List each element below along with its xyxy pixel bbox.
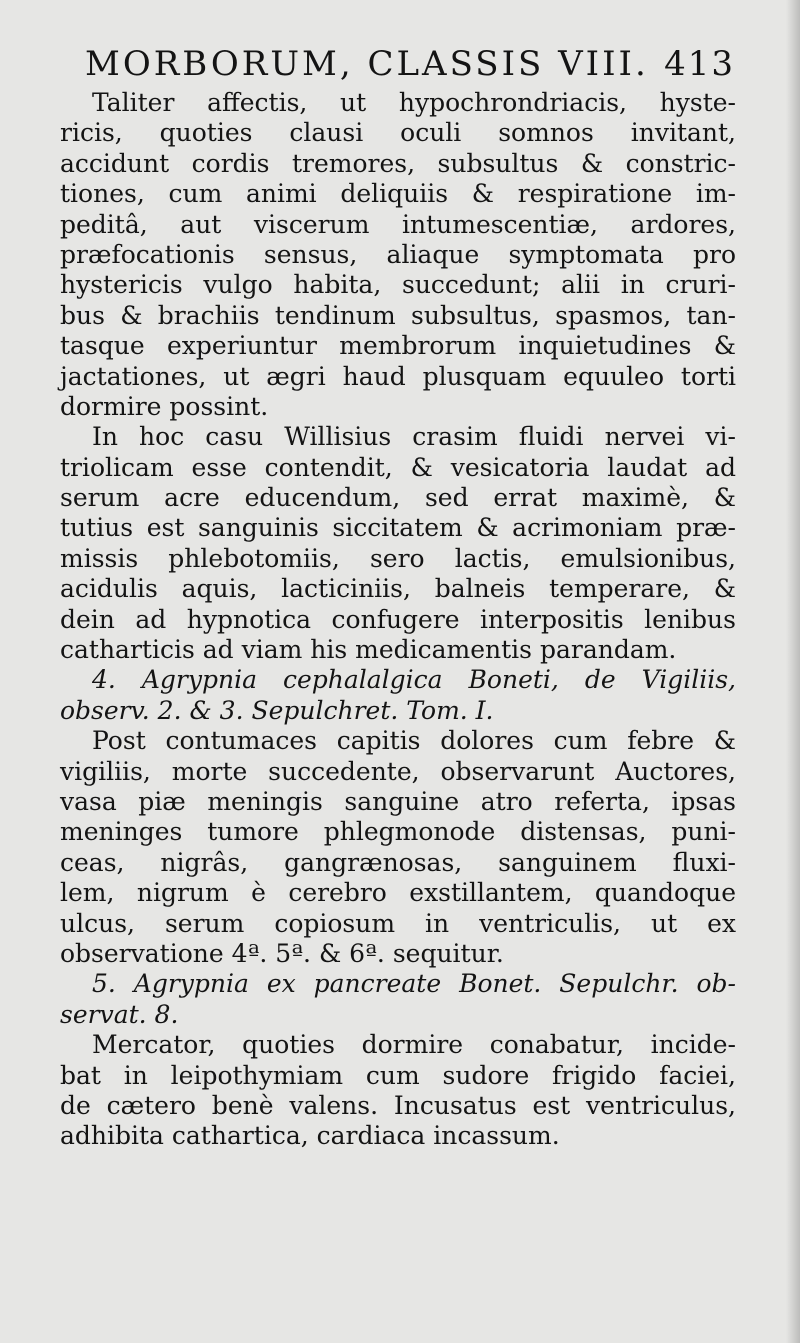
text-line: Mercator, quoties dormire conabatur, incide- (92, 1030, 736, 1060)
text-line: accidunt cordis tremores, subsultus & constric- (60, 148, 736, 178)
text-line: tutius est sanguinis siccitatem & acrimoniam præ- (60, 513, 736, 543)
text-line: bat in leipothymiam cum sudore frigido faciei, (60, 1060, 736, 1090)
text-line: peditâ, aut viscerum intumescentiæ, ardores, (60, 209, 736, 239)
text-line: dein ad hypnotica confugere interpositis lenibus (60, 604, 736, 634)
text-line: missis phlebotomiis, sero lactis, emulsionibus, (60, 543, 736, 573)
text-line: meninges tumore phlegmonode distensas, puni- (60, 817, 736, 847)
text-line: bus & brachiis tendinum subsultus, spasmos, tan- (60, 300, 736, 330)
section-heading-line: 4. Agrypnia cephalalgica Boneti, de Vigiliis, (92, 665, 736, 695)
text-line: ulcus, serum copiosum in ventriculis, ut ex (60, 908, 736, 938)
text-line: In hoc casu Willisius crasim fluidi nervei vi- (92, 422, 736, 452)
text-line: ricis, quoties clausi oculi somnos invitant, (60, 118, 736, 148)
body-text (60, 88, 736, 1152)
page-number: 413 (664, 44, 735, 84)
text-line: tasque experiuntur membrorum inquietudines & (60, 331, 736, 361)
text-line: serum acre educendum, sed errat maximè, & (60, 483, 736, 513)
text-line: adhibita cathartica, cardiaca incassum. (60, 1121, 560, 1151)
running-header (85, 40, 735, 88)
text-line: vigiliis, morte succedente, observarunt Auctores, (60, 756, 736, 786)
text-line: Taliter affectis, ut hypochrondriacis, hyste- (92, 88, 736, 117)
text-line: Post contumaces capitis dolores cum febre & (92, 726, 736, 756)
text-line: dormire possint. (60, 391, 269, 421)
text-line: ceas, nigrâs, gangrænosas, sanguinem fluxi- (60, 847, 736, 877)
section-heading-line: servat. 8. (60, 999, 179, 1029)
text-line: jactationes, ut ægri haud plusquam equuleo torti (60, 361, 736, 391)
text-line: catharticis ad viam his medicamentis parandam. (60, 635, 677, 665)
text-line: tiones, cum animi deliquiis & respiratione im- (60, 179, 736, 209)
header-title: MORBORUM, CLASSIS VIII. (85, 44, 649, 84)
text-line: acidulis aquis, lacticiniis, balneis temperare, & (60, 574, 736, 604)
section-heading-line: 5. Agrypnia ex pancreate Bonet. Sepulchr. ob- (92, 969, 736, 999)
page-edge-shadow (786, 0, 800, 1343)
section-heading-line: observ. 2. & 3. Sepulchret. Tom. I. (60, 695, 494, 725)
text-line: vasa piæ meningis sanguine atro referta, ipsas (60, 786, 736, 816)
text-line: observatione 4ª. 5ª. & 6ª. sequitur. (60, 938, 504, 968)
text-line: triolicam esse contendit, & vesicatoria laudat ad (60, 452, 736, 482)
text-line: hystericis vulgo habita, succedunt; alii in cruri- (60, 270, 736, 300)
text-line: lem, nigrum è cerebro exstillantem, quandoque (60, 878, 736, 908)
text-line: præfocationis sensus, aliaque symptomata pro (60, 239, 736, 269)
text-line: de cætero benè valens. Incusatus est ventriculus, (60, 1090, 736, 1120)
